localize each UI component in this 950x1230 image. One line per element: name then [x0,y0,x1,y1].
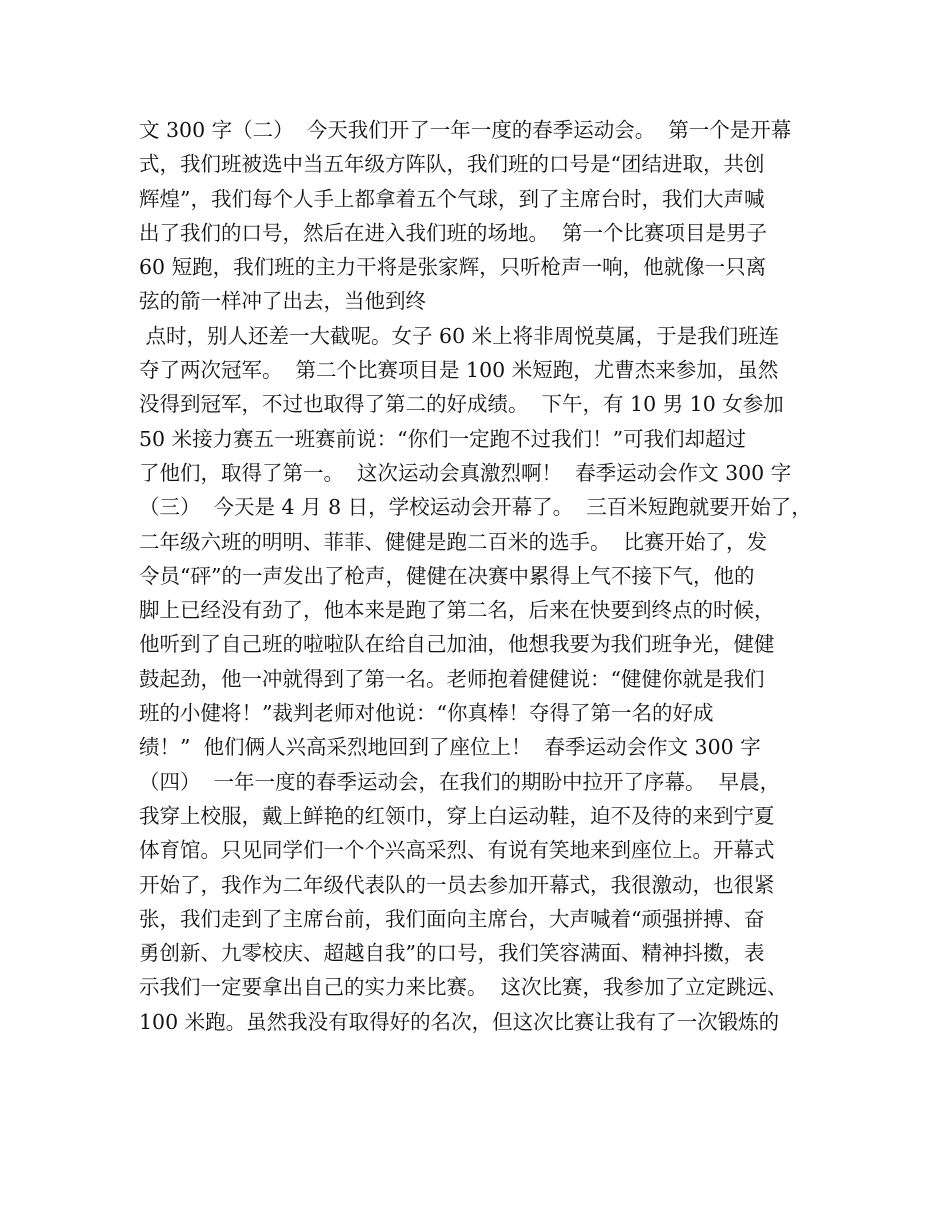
text-line: 脚上已经没有劲了，他本来是跑了第二名，后来在快要到终点的时候， [139,598,775,623]
text-line: 辉煌”，我们每个人手上都拿着五个气球，到了主席台时，我们大声喊 [139,186,765,211]
text-line: 张，我们走到了主席台前，我们面向主席台，大声喊着“顽强拼搏、奋 [139,906,765,931]
text-line: 令员“砰”的一声发出了枪声，健健在决赛中累得上气不接下气，他的 [139,563,755,588]
text-line: 50 米接力赛五一班赛前说：“你们一定跑不过我们！”可我们却超过 [139,426,747,451]
text-line: 体育馆。只见同学们一个个兴高采烈、有说有笑地来到座位上。开幕式 [139,838,775,863]
text-line: 点时，别人还差一大截呢。女子 60 米上将非周悦莫属，于是我们班连 [139,323,780,348]
text-line: 开始了，我作为二年级代表队的一员去参加开幕式，我很激动，也很紧 [139,872,775,897]
text-line: 绩！” 他们俩人兴高采烈地回到了座位上！ 春季运动会作文 300 字 [139,735,761,760]
text-line: 弦的箭一样冲了出去，当他到终 [139,289,426,314]
text-line: 勇创新、九零校庆、超越自我”的口号，我们笑容满面、精神抖擞，表 [139,941,765,966]
text-line: 鼓起劲，他一冲就得到了第一名。老师抱着健健说：“健健你就是我们 [139,666,765,691]
text-line: 100 米跑。虽然我没有取得好的名次，但这次比赛让我有了一次锻炼的 [139,1009,780,1034]
text-line: （三） 今天是 4 月 8 日，学校运动会开幕了。 三百米短跑就要开始了， [139,495,812,520]
text-line: 示我们一定要拿出自己的实力来比赛。 这次比赛，我参加了立定跳远、 [139,975,788,1000]
text-line: 没得到冠军，不过也取得了第二的好成绩。 下午，有 10 男 10 女参加 [139,392,784,417]
text-line: 式，我们班被选中当五年级方阵队，我们班的口号是“团结进取，共创 [139,152,765,177]
text-line: 夺了两次冠军。 第二个比赛项目是 100 米短跑，尤曹杰来参加，虽然 [139,358,779,383]
text-line: 出了我们的口号，然后在进入我们班的场地。 第一个比赛项目是男子 [139,220,768,245]
text-line: 他听到了自己班的啦啦队在给自己加油，他想我要为我们班争光，健健 [139,632,775,657]
text-line: 了他们，取得了第一。 这次运动会真激烈啊！ 春季运动会作文 300 字 [139,460,792,485]
text-line: 班的小健将！”裁判老师对他说：“你真棒！夺得了第一名的好成 [139,701,714,726]
text-line: 我穿上校服，戴上鲜艳的红领巾，穿上白运动鞋，迫不及待的来到宁夏 [139,803,775,828]
text-line: 文 300 字（二） 今天我们开了一年一度的春季运动会。 第一个是开幕 [139,118,792,142]
text-line: 60 短跑，我们班的主力干将是张家辉，只听枪声一响，他就像一只离 [139,255,767,280]
text-line: （四） 一年一度的春季运动会，在我们的期盼中拉开了序幕。 早晨， [139,769,781,794]
text-line: 二年级六班的明明、菲菲、健健是跑二百米的选手。 比赛开始了，发 [139,529,768,554]
essay-text-body [139,113,839,1039]
